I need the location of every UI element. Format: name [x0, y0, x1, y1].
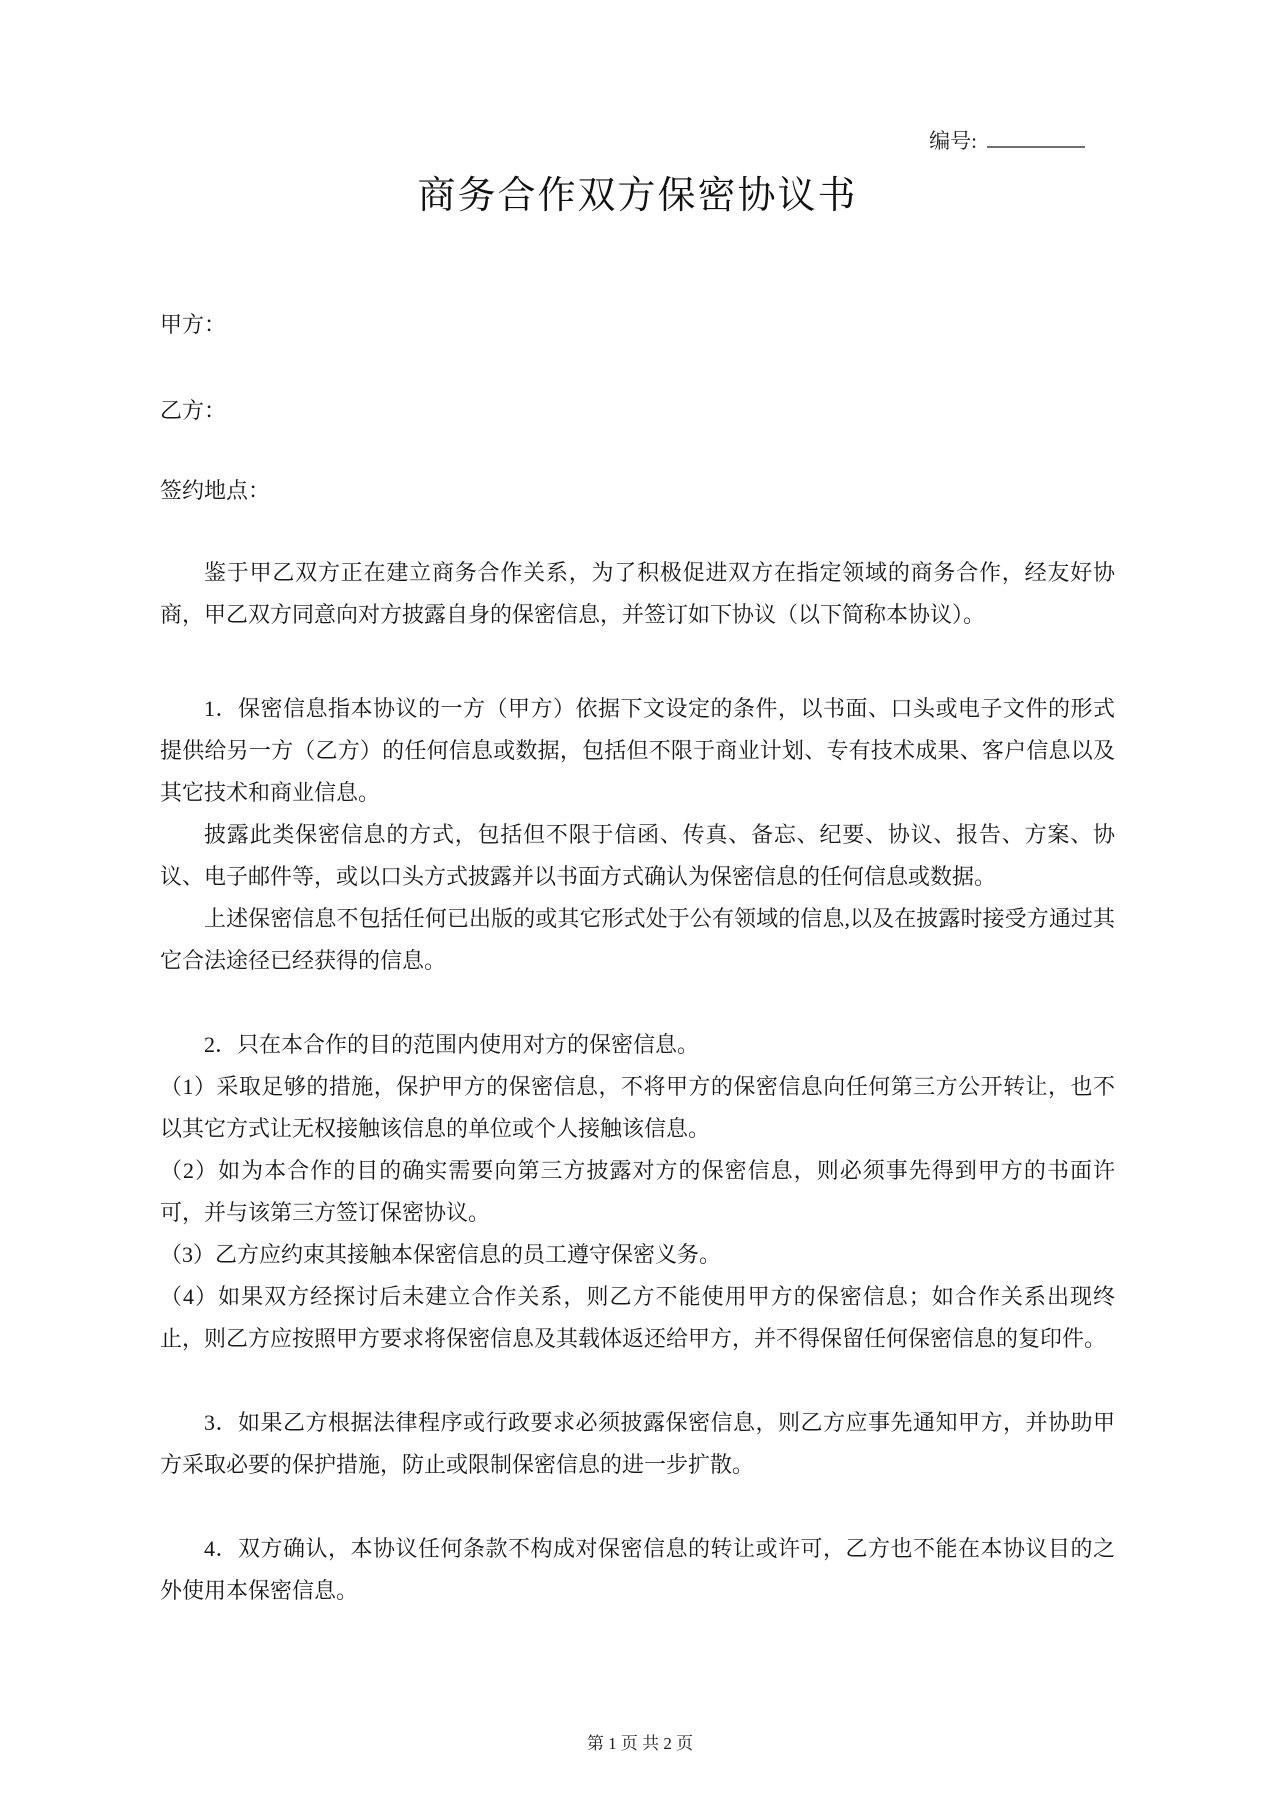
clause-1-paragraph: 1．保密信息指本协议的一方（甲方）依据下文设定的条件，以书面、口头或电子文件的形式提供给另一方（乙方）的任何信息或数据，包括但不限于商业计划、专有技术成果、客户信息以及其它技术和商业信息。 [160, 696, 1115, 805]
clause-2-item-4: （4）如果双方经探讨后未建立合作关系，则乙方不能使用甲方的保密信息；如合作关系出现终止，则乙方应按照甲方要求将保密信息及其载体返还给甲方，并不得保留任何保密信息的复印件。 [160, 1284, 1115, 1351]
clause-2-item-1: （1）采取足够的措施，保护甲方的保密信息，不将甲方的保密信息向任何第三方公开转让，也不以其它方式让无权接触该信息的单位或个人接触该信息。 [160, 1074, 1115, 1141]
clause-1-disclosure-methods-paragraph: 披露此类保密信息的方式，包括但不限于信函、传真、备忘、纪要、协议、报告、方案、协议、电子邮件等，或以口头方式披露并以书面方式确认为保密信息的任何信息或数据。 [160, 822, 1115, 889]
page-footer: 第 1 页 共 2 页 [586, 1734, 694, 1753]
party-b-label: 乙方： [160, 398, 227, 423]
document-number-label: 编号: [929, 129, 977, 153]
clause-3-paragraph: 3．如果乙方根据法律程序或行政要求必须披露保密信息，则乙方应事先通知甲方，并协助甲方采取必要的保护措施，防止或限制保密信息的进一步扩散。 [160, 1410, 1115, 1477]
sign-place-label: 签约地点： [160, 478, 271, 503]
intro-paragraph: 鉴于甲乙双方正在建立商务合作关系，为了积极促进双方在指定领域的商务合作，经友好协商，甲乙双方同意向对方披露自身的保密信息，并签订如下协议（以下简称本协议）。 [160, 560, 1115, 627]
clause-2-paragraph: 2．只在本合作的目的范围内使用对方的保密信息。 [204, 1032, 700, 1057]
document-number-line [160, 125, 1115, 156]
party-a-label: 甲方： [160, 312, 227, 337]
clause-2-item-2: （2）如为本合作的目的确实需要向第三方披露对方的保密信息，则必须事先得到甲方的书面许可，并与该第三方签订保密协议。 [160, 1158, 1115, 1225]
document-number-blank-field [987, 125, 1085, 148]
clause-1-exclusions-paragraph: 上述保密信息不包括任何已出版的或其它形式处于公有领域的信息,以及在披露时接受方通过其它合法途径已经获得的信息。 [160, 906, 1115, 973]
document-title: 商务合作双方保密协议书 [417, 175, 858, 217]
clause-2-item-3: （3）乙方应约束其接触本保密信息的员工遵守保密义务。 [160, 1242, 722, 1267]
clause-4-paragraph: 4．双方确认，本协议任何条款不构成对保密信息的转让或许可，乙方也不能在本协议目的之外使用本保密信息。 [160, 1536, 1115, 1603]
